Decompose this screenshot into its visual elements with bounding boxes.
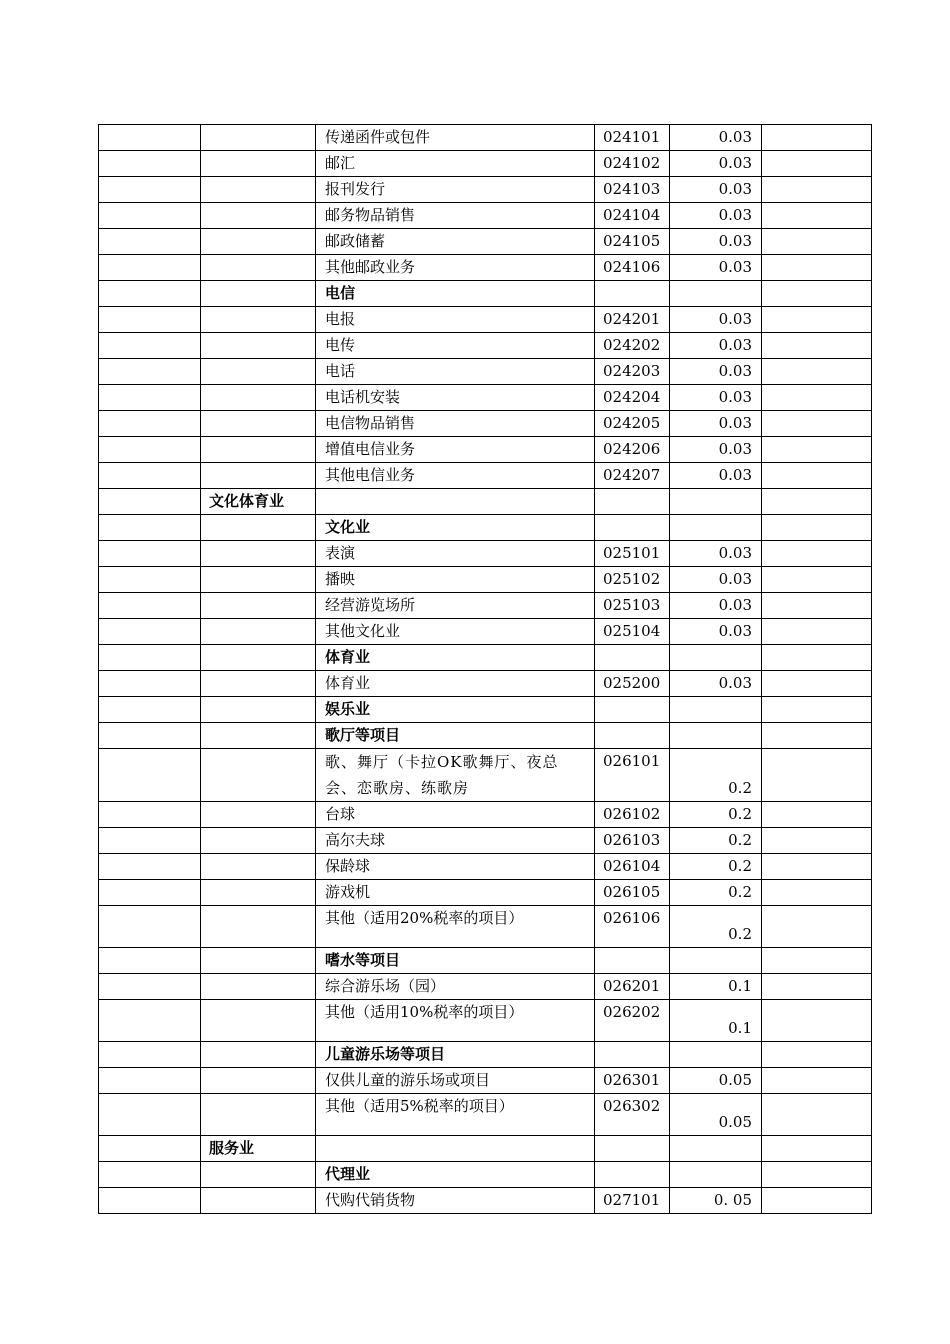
rate-cell: 0.03	[670, 307, 762, 333]
item-name-cell	[316, 1136, 595, 1162]
code-cell	[595, 723, 670, 749]
rate-cell: 0.1	[670, 974, 762, 1000]
code-cell	[595, 948, 670, 974]
empty-cell	[762, 828, 872, 854]
empty-cell	[99, 151, 201, 177]
code-cell: 024201	[595, 307, 670, 333]
rate-cell: 0.03	[670, 411, 762, 437]
code-cell: 025103	[595, 593, 670, 619]
empty-cell	[99, 333, 201, 359]
rate-cell	[670, 1042, 762, 1068]
code-cell: 024105	[595, 229, 670, 255]
empty-cell	[99, 948, 201, 974]
category-cell	[201, 723, 316, 749]
rate-cell	[670, 281, 762, 307]
table-row	[99, 1162, 872, 1188]
item-name-cell: 其他（适用10%税率的项目）	[316, 1000, 595, 1042]
empty-cell	[762, 359, 872, 385]
category-cell	[201, 974, 316, 1000]
empty-cell	[762, 906, 872, 948]
code-cell: 026103	[595, 828, 670, 854]
rate-cell: 0.2	[670, 854, 762, 880]
empty-cell	[99, 385, 201, 411]
code-cell: 026301	[595, 1068, 670, 1094]
empty-cell	[762, 333, 872, 359]
code-cell	[595, 697, 670, 723]
empty-cell	[99, 1068, 201, 1094]
rate-cell: 0.03	[670, 333, 762, 359]
item-name-cell: 娱乐业	[316, 697, 595, 723]
rate-cell	[670, 1162, 762, 1188]
table-row	[99, 697, 872, 723]
table-row	[99, 619, 872, 645]
category-cell	[201, 333, 316, 359]
category-cell	[201, 359, 316, 385]
table-row	[99, 229, 872, 255]
category-cell	[201, 854, 316, 880]
empty-cell	[99, 281, 201, 307]
empty-cell	[762, 619, 872, 645]
table-row	[99, 567, 872, 593]
empty-cell	[762, 177, 872, 203]
item-name-cell: 报刊发行	[316, 177, 595, 203]
empty-cell	[762, 1162, 872, 1188]
empty-cell	[762, 723, 872, 749]
code-cell: 025200	[595, 671, 670, 697]
item-name-cell: 保龄球	[316, 854, 595, 880]
table-row	[99, 948, 872, 974]
empty-cell	[99, 593, 201, 619]
empty-cell	[99, 1162, 201, 1188]
table-row	[99, 1000, 872, 1042]
rate-cell: 0.03	[670, 619, 762, 645]
table-row	[99, 489, 872, 515]
rate-cell: 0. 05	[670, 1188, 762, 1214]
category-cell	[201, 697, 316, 723]
empty-cell	[99, 697, 201, 723]
item-name-cell: 邮汇	[316, 151, 595, 177]
item-name-cell: 电话	[316, 359, 595, 385]
rate-cell: 0.03	[670, 541, 762, 567]
empty-cell	[762, 411, 872, 437]
rate-cell: 0.05	[670, 1068, 762, 1094]
category-cell	[201, 255, 316, 281]
table-row	[99, 645, 872, 671]
empty-cell	[762, 229, 872, 255]
item-name-cell: 经营游览场所	[316, 593, 595, 619]
table-row	[99, 1188, 872, 1214]
item-name-cell: 综合游乐场（园）	[316, 974, 595, 1000]
item-name-cell: 表演	[316, 541, 595, 567]
code-cell: 024205	[595, 411, 670, 437]
item-name-cell: 其他（适用5%税率的项目）	[316, 1094, 595, 1136]
category-cell	[201, 671, 316, 697]
code-cell: 026106	[595, 906, 670, 948]
code-cell	[595, 489, 670, 515]
item-name-cell: 代购代销货物	[316, 1188, 595, 1214]
rate-cell: 0.2	[670, 880, 762, 906]
rate-cell	[670, 723, 762, 749]
code-cell: 024104	[595, 203, 670, 229]
rate-cell: 0.03	[670, 125, 762, 151]
empty-cell	[99, 645, 201, 671]
category-cell: 服务业	[201, 1136, 316, 1162]
empty-cell	[762, 880, 872, 906]
rate-cell: 0.2	[670, 828, 762, 854]
empty-cell	[762, 1068, 872, 1094]
rate-cell	[670, 515, 762, 541]
item-name-cell: 邮政储蓄	[316, 229, 595, 255]
empty-cell	[762, 1042, 872, 1068]
table-row	[99, 307, 872, 333]
empty-cell	[99, 463, 201, 489]
table-row	[99, 333, 872, 359]
item-name-cell: 传递函件或包件	[316, 125, 595, 151]
code-cell: 026201	[595, 974, 670, 1000]
category-cell	[201, 593, 316, 619]
table-row	[99, 671, 872, 697]
table-row	[99, 1042, 872, 1068]
table-row	[99, 974, 872, 1000]
empty-cell	[99, 974, 201, 1000]
empty-cell	[762, 854, 872, 880]
code-cell: 024103	[595, 177, 670, 203]
empty-cell	[762, 974, 872, 1000]
item-name-cell: 代理业	[316, 1162, 595, 1188]
rate-cell: 0.03	[670, 177, 762, 203]
empty-cell	[762, 567, 872, 593]
item-name-cell: 歌厅等项目	[316, 723, 595, 749]
rate-cell	[670, 645, 762, 671]
empty-cell	[762, 151, 872, 177]
empty-cell	[99, 359, 201, 385]
empty-cell	[99, 411, 201, 437]
category-cell	[201, 1042, 316, 1068]
empty-cell	[99, 619, 201, 645]
table-row	[99, 463, 872, 489]
rate-cell: 0.1	[670, 1000, 762, 1042]
empty-cell	[99, 723, 201, 749]
empty-cell	[762, 489, 872, 515]
item-name-cell: 电信物品销售	[316, 411, 595, 437]
empty-cell	[762, 515, 872, 541]
item-name-cell: 电报	[316, 307, 595, 333]
rate-cell	[670, 489, 762, 515]
category-cell	[201, 463, 316, 489]
table-row	[99, 125, 872, 151]
category-cell	[201, 802, 316, 828]
code-cell	[595, 515, 670, 541]
rate-cell: 0.2	[670, 749, 762, 802]
tax-rate-table	[98, 124, 872, 1214]
category-cell	[201, 567, 316, 593]
table-row	[99, 880, 872, 906]
table-row	[99, 541, 872, 567]
item-name-cell	[316, 489, 595, 515]
empty-cell	[99, 880, 201, 906]
empty-cell	[99, 437, 201, 463]
category-cell	[201, 1094, 316, 1136]
empty-cell	[99, 906, 201, 948]
empty-cell	[99, 854, 201, 880]
empty-cell	[762, 463, 872, 489]
category-cell	[201, 880, 316, 906]
code-cell: 024202	[595, 333, 670, 359]
item-name-cell: 体育业	[316, 671, 595, 697]
table-row	[99, 593, 872, 619]
category-cell	[201, 828, 316, 854]
empty-cell	[762, 645, 872, 671]
table-row	[99, 854, 872, 880]
code-cell: 027101	[595, 1188, 670, 1214]
code-cell: 024203	[595, 359, 670, 385]
category-cell	[201, 515, 316, 541]
empty-cell	[99, 541, 201, 567]
code-cell: 026101	[595, 749, 670, 802]
table-row	[99, 411, 872, 437]
item-name-cell: 歌、舞厅（卡拉OK歌舞厅、夜总会、恋歌房、练歌房	[316, 749, 595, 802]
table-row	[99, 1068, 872, 1094]
code-cell: 024102	[595, 151, 670, 177]
item-name-cell: 其他文化业	[316, 619, 595, 645]
empty-cell	[762, 802, 872, 828]
code-cell: 026202	[595, 1000, 670, 1042]
empty-cell	[99, 125, 201, 151]
empty-cell	[762, 697, 872, 723]
category-cell	[201, 541, 316, 567]
item-name-cell: 播映	[316, 567, 595, 593]
rate-cell	[670, 697, 762, 723]
empty-cell	[99, 255, 201, 281]
rate-cell: 0.03	[670, 385, 762, 411]
category-cell: 文化体育业	[201, 489, 316, 515]
empty-cell	[99, 749, 201, 802]
empty-cell	[99, 802, 201, 828]
rate-cell: 0.03	[670, 151, 762, 177]
item-name-cell: 其他（适用20%税率的项目）	[316, 906, 595, 948]
empty-cell	[762, 437, 872, 463]
rate-cell: 0.03	[670, 671, 762, 697]
item-name-cell: 高尔夫球	[316, 828, 595, 854]
empty-cell	[762, 307, 872, 333]
rate-cell: 0.2	[670, 802, 762, 828]
empty-cell	[99, 203, 201, 229]
empty-cell	[99, 1000, 201, 1042]
rate-cell: 0.03	[670, 229, 762, 255]
code-cell	[595, 281, 670, 307]
table-row	[99, 255, 872, 281]
category-cell	[201, 177, 316, 203]
code-cell: 026302	[595, 1094, 670, 1136]
item-name-cell: 文化业	[316, 515, 595, 541]
table-row	[99, 515, 872, 541]
rate-cell: 0.03	[670, 567, 762, 593]
category-cell	[201, 645, 316, 671]
table-row	[99, 1136, 872, 1162]
item-name-cell: 其他邮政业务	[316, 255, 595, 281]
empty-cell	[99, 229, 201, 255]
item-name-cell: 嗜水等项目	[316, 948, 595, 974]
empty-cell	[762, 948, 872, 974]
empty-cell	[99, 1042, 201, 1068]
empty-cell	[99, 515, 201, 541]
empty-cell	[99, 828, 201, 854]
code-cell: 024204	[595, 385, 670, 411]
category-cell	[201, 1188, 316, 1214]
empty-cell	[762, 749, 872, 802]
item-name-cell: 电话机安装	[316, 385, 595, 411]
table-row	[99, 177, 872, 203]
empty-cell	[762, 671, 872, 697]
code-cell	[595, 1136, 670, 1162]
item-name-cell: 邮务物品销售	[316, 203, 595, 229]
rate-cell: 0.05	[670, 1094, 762, 1136]
category-cell	[201, 411, 316, 437]
empty-cell	[762, 385, 872, 411]
empty-cell	[99, 1136, 201, 1162]
item-name-cell: 台球	[316, 802, 595, 828]
empty-cell	[762, 125, 872, 151]
item-name-cell: 儿童游乐场等项目	[316, 1042, 595, 1068]
category-cell	[201, 203, 316, 229]
rate-cell: 0.03	[670, 437, 762, 463]
code-cell: 026105	[595, 880, 670, 906]
rate-cell: 0.03	[670, 203, 762, 229]
category-cell	[201, 906, 316, 948]
empty-cell	[99, 671, 201, 697]
rate-cell	[670, 948, 762, 974]
category-cell	[201, 229, 316, 255]
table-row	[99, 1094, 872, 1136]
table-row	[99, 359, 872, 385]
rate-cell: 0.03	[670, 593, 762, 619]
empty-cell	[762, 203, 872, 229]
rate-cell: 0.03	[670, 359, 762, 385]
empty-cell	[99, 1094, 201, 1136]
rate-cell	[670, 1136, 762, 1162]
category-cell	[201, 125, 316, 151]
code-cell: 026104	[595, 854, 670, 880]
item-name-cell: 其他电信业务	[316, 463, 595, 489]
code-cell: 024101	[595, 125, 670, 151]
item-name-cell: 电传	[316, 333, 595, 359]
code-cell: 024206	[595, 437, 670, 463]
category-cell	[201, 1162, 316, 1188]
category-cell	[201, 437, 316, 463]
rate-cell: 0.2	[670, 906, 762, 948]
empty-cell	[99, 1188, 201, 1214]
empty-cell	[99, 177, 201, 203]
empty-cell	[99, 307, 201, 333]
category-cell	[201, 151, 316, 177]
table-row	[99, 203, 872, 229]
code-cell: 024207	[595, 463, 670, 489]
empty-cell	[99, 489, 201, 515]
code-cell	[595, 1162, 670, 1188]
empty-cell	[762, 1188, 872, 1214]
code-cell: 025104	[595, 619, 670, 645]
code-cell: 024106	[595, 255, 670, 281]
item-name-cell: 体育业	[316, 645, 595, 671]
code-cell	[595, 1042, 670, 1068]
category-cell	[201, 307, 316, 333]
code-cell	[595, 645, 670, 671]
empty-cell	[762, 1136, 872, 1162]
category-cell	[201, 1068, 316, 1094]
table-row	[99, 723, 872, 749]
empty-cell	[762, 593, 872, 619]
table-row	[99, 151, 872, 177]
category-cell	[201, 281, 316, 307]
item-name-cell: 电信	[316, 281, 595, 307]
table-row	[99, 281, 872, 307]
table-row	[99, 906, 872, 948]
category-cell	[201, 385, 316, 411]
item-name-cell: 增值电信业务	[316, 437, 595, 463]
item-name-cell: 游戏机	[316, 880, 595, 906]
empty-cell	[762, 1094, 872, 1136]
code-cell: 025101	[595, 541, 670, 567]
table-row	[99, 828, 872, 854]
category-cell	[201, 749, 316, 802]
table-row	[99, 802, 872, 828]
empty-cell	[762, 281, 872, 307]
table-row	[99, 437, 872, 463]
item-name-cell: 仅供儿童的游乐场或项目	[316, 1068, 595, 1094]
empty-cell	[762, 541, 872, 567]
table-body	[99, 125, 872, 1214]
code-cell: 025102	[595, 567, 670, 593]
category-cell	[201, 1000, 316, 1042]
empty-cell	[762, 1000, 872, 1042]
table-row	[99, 749, 872, 802]
category-cell	[201, 948, 316, 974]
category-cell	[201, 619, 316, 645]
table-row	[99, 385, 872, 411]
empty-cell	[99, 567, 201, 593]
code-cell: 026102	[595, 802, 670, 828]
empty-cell	[762, 255, 872, 281]
rate-cell: 0.03	[670, 463, 762, 489]
rate-cell: 0.03	[670, 255, 762, 281]
